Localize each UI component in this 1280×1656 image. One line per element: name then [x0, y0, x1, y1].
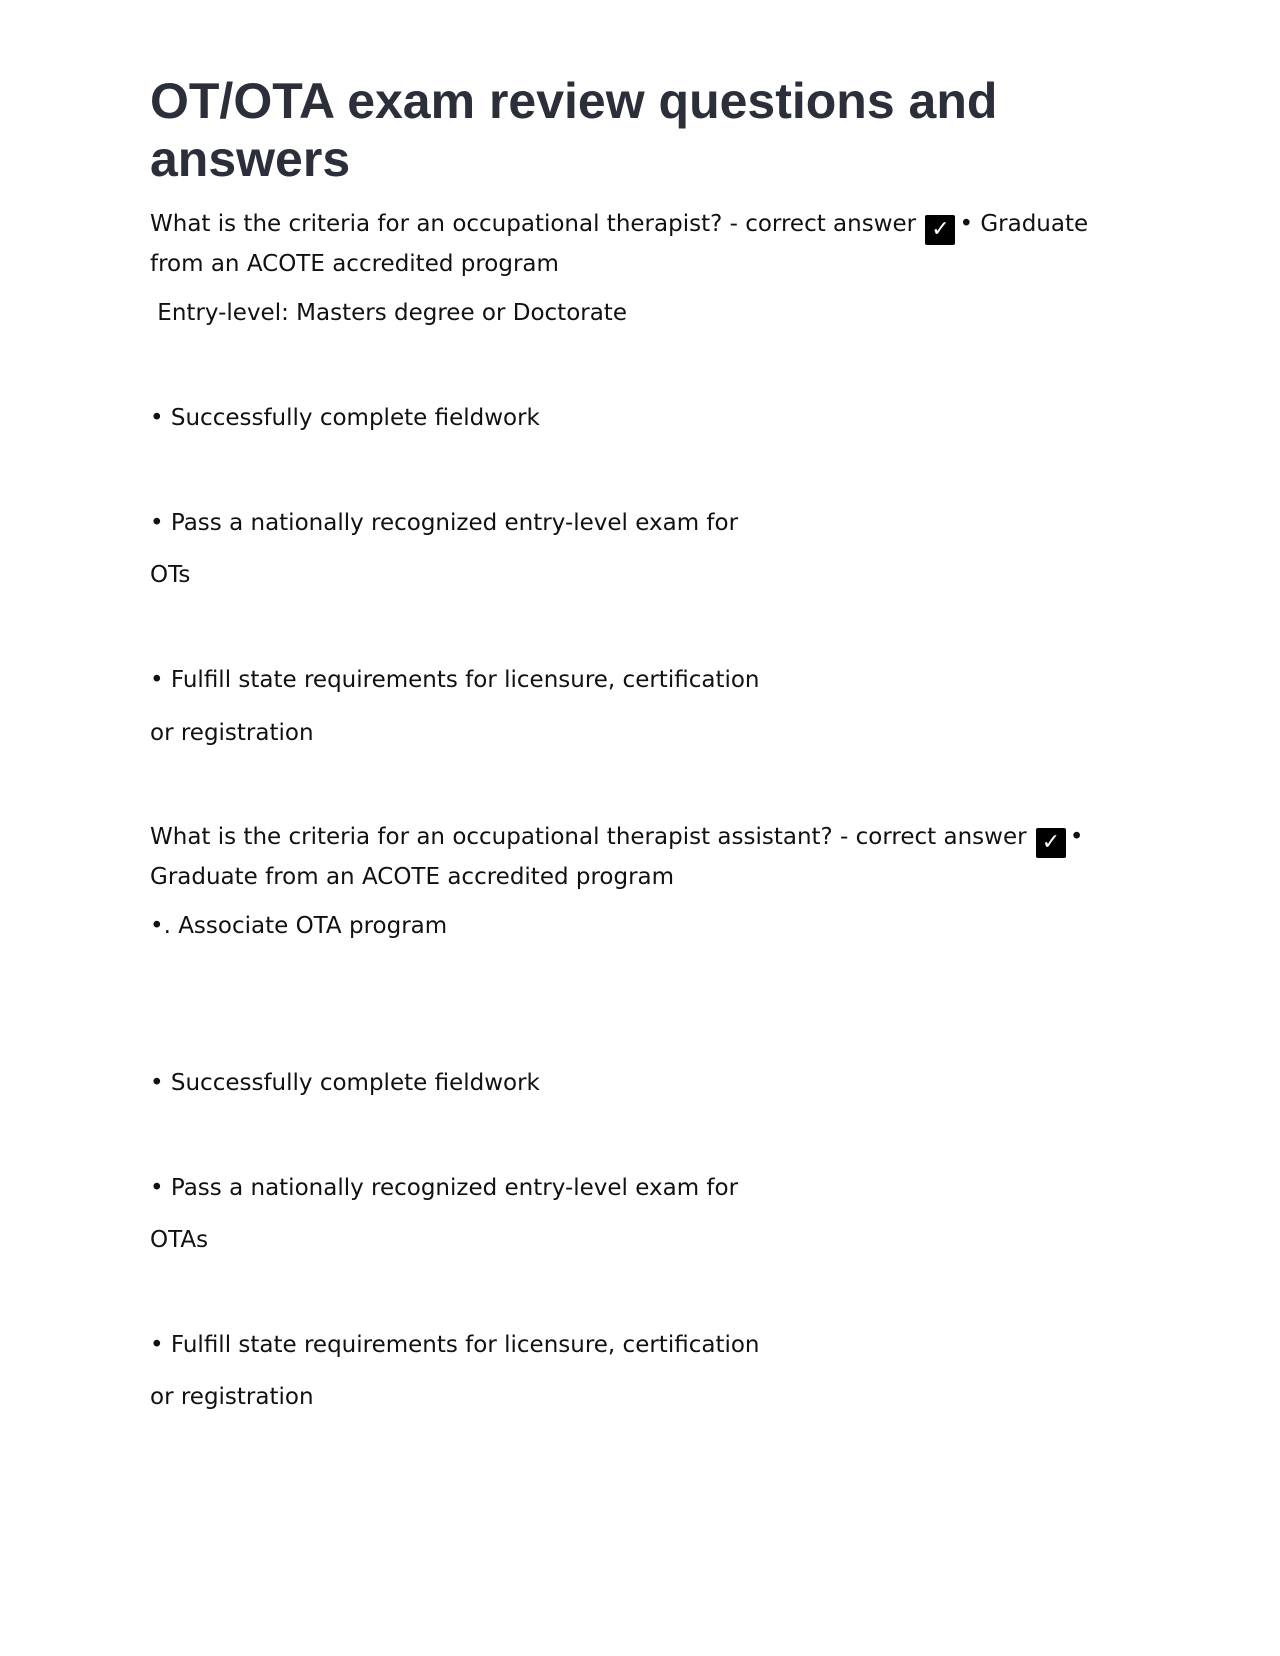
- checkmark-icon: ✓: [1036, 828, 1066, 858]
- checkmark-icon: ✓: [925, 215, 955, 245]
- answer-2-line-2: • Successfully complete fieldwork: [150, 1070, 540, 1096]
- document-title: OT/OTA exam review questions and answers: [150, 73, 998, 187]
- question-2: [150, 818, 1130, 897]
- answer-2-line-5: • Fulfill state requirements for licensure, certification: [150, 1332, 760, 1358]
- answer-1-line-4: OTs: [150, 562, 191, 588]
- answer-2-line-6: or registration: [150, 1384, 314, 1410]
- question-1-text: What is the criteria for an occupational therapist? - correct answer: [150, 211, 917, 237]
- answer-1-line-6: or registration: [150, 720, 314, 746]
- question-1-answer-start: • Graduate from an ACOTE accredited program: [150, 211, 1089, 277]
- answer-1-line-5: • Fulfill state requirements for licensure, certification: [150, 667, 760, 693]
- answer-2-line-3: • Pass a nationally recognized entry-level exam for: [150, 1175, 739, 1201]
- answer-1-line-1: Entry-level: Masters degree or Doctorate: [150, 300, 627, 326]
- answer-2-line-1: •. Associate OTA program: [150, 913, 448, 939]
- question-1: [150, 205, 1130, 284]
- answer-1-line-3: • Pass a nationally recognized entry-level exam for: [150, 510, 739, 536]
- answer-2-line-4: OTAs: [150, 1227, 209, 1253]
- question-2-answer-start: • Graduate from an ACOTE accredited program: [150, 824, 1084, 890]
- question-2-text: What is the criteria for an occupational therapist assistant? - correct answer: [150, 824, 1027, 850]
- answer-1-line-2: • Successfully complete fieldwork: [150, 405, 540, 431]
